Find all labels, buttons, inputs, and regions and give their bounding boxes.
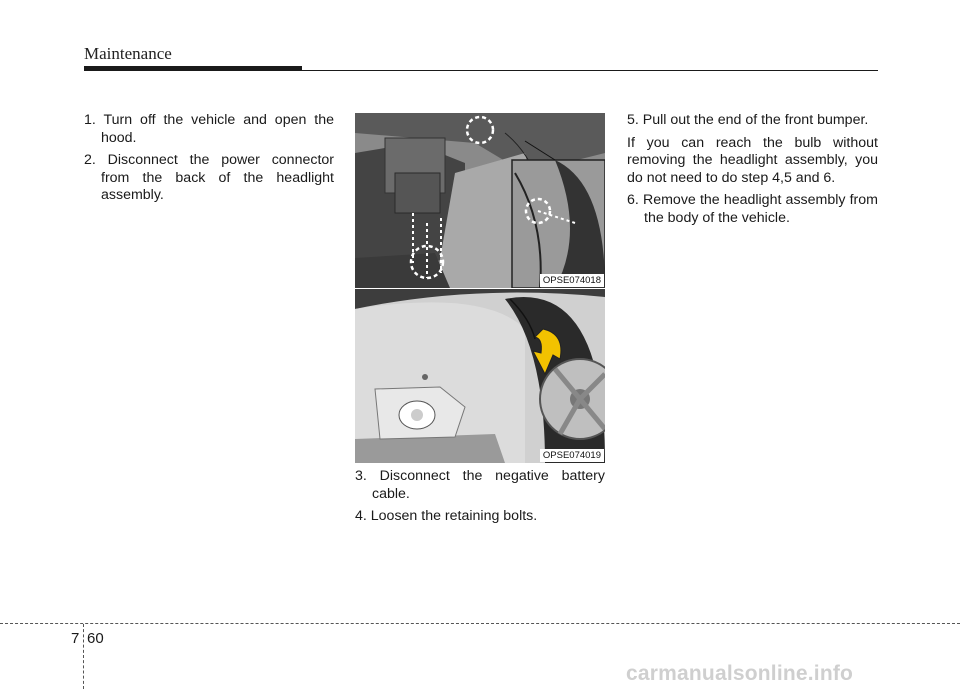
step-2: 2. Disconnect the power connector from the back of the headlight assembly. bbox=[84, 152, 334, 203]
step-4: 4. Loosen the retaining bolts. bbox=[355, 508, 538, 524]
page-number: 60 bbox=[87, 630, 104, 647]
middle-column bbox=[355, 468, 605, 531]
step-6: 6. Remove the headlight assembly from the body of the vehicle. bbox=[627, 192, 878, 226]
chapter-number: 7 bbox=[71, 630, 80, 647]
step-5: 5. Pull out the end of the front bumper. bbox=[627, 112, 869, 128]
footer-vertical-divider bbox=[83, 624, 84, 689]
engine-bay-illustration bbox=[355, 113, 605, 288]
header-rule-thick bbox=[84, 66, 302, 71]
figure-code-bottom: OPSE074019 bbox=[540, 449, 604, 462]
footer-divider bbox=[0, 623, 960, 624]
step-3: 3. Disconnect the negative battery cable. bbox=[355, 468, 605, 502]
left-column bbox=[84, 112, 334, 210]
figure-code-top: OPSE074018 bbox=[540, 274, 604, 287]
figure-engine-bay bbox=[355, 113, 605, 288]
header-rule-thin bbox=[302, 70, 878, 71]
right-column bbox=[627, 112, 878, 232]
note-paragraph: If you can reach the bulb without removing the headlight assembly, you do not need to do step 4,5 and 6. bbox=[627, 134, 878, 186]
figure-front-bumper bbox=[355, 289, 605, 463]
bumper-illustration bbox=[355, 289, 605, 463]
page-section-title: Maintenance bbox=[84, 44, 172, 63]
watermark: carmanualsonline.info bbox=[626, 662, 854, 685]
step-1: 1. Turn off the vehicle and open the hood. bbox=[84, 112, 334, 146]
